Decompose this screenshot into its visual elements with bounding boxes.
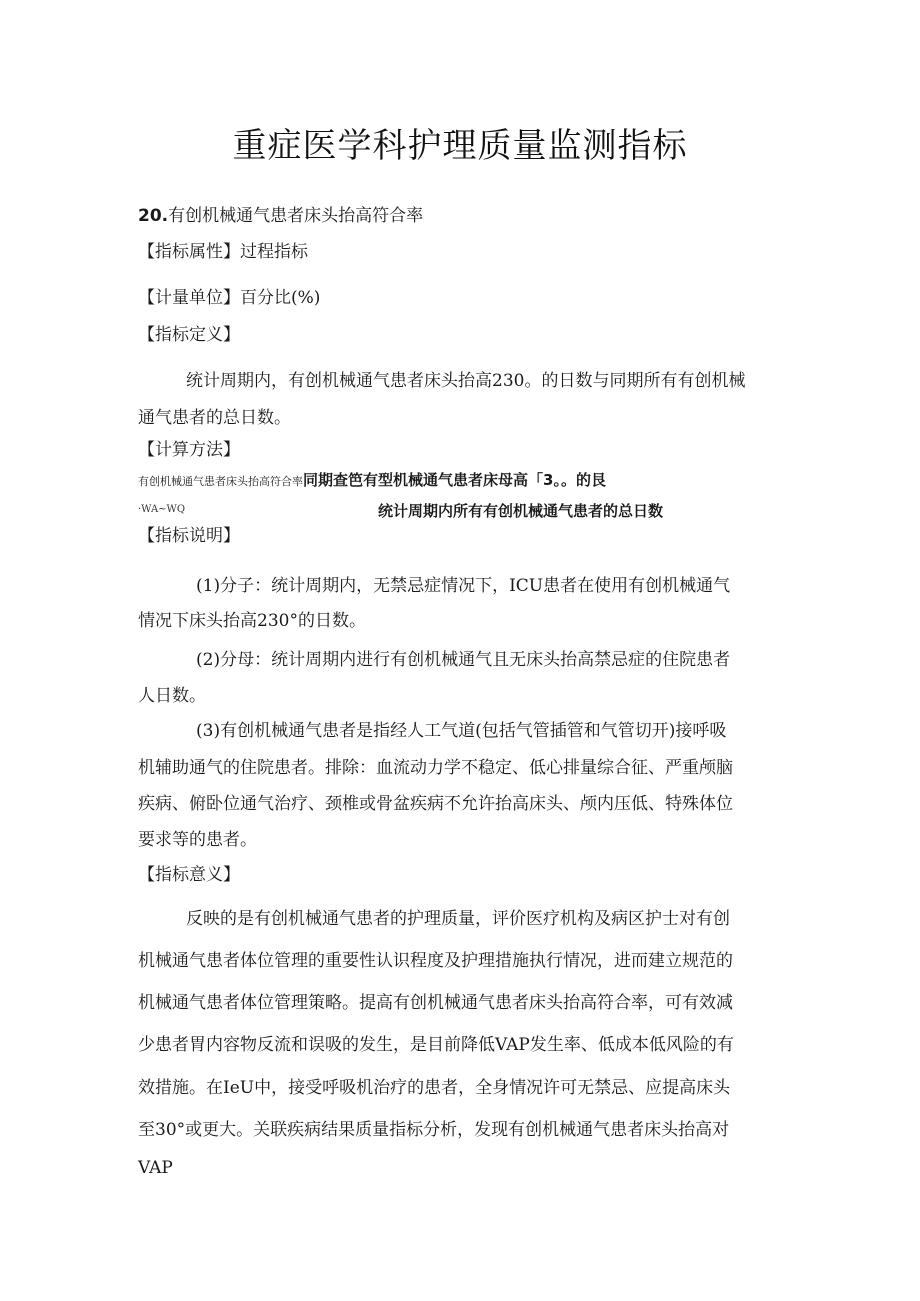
method-label: 【计算方法】 xyxy=(138,440,240,460)
explain-line: (2)分母：统计周期内进行有创机械通气且无床头抬高禁忌症的住院患者 xyxy=(196,650,731,670)
formula-denominator-prefix: ·WA~WQ xyxy=(138,504,186,515)
formula-numerator-row xyxy=(138,469,606,490)
meaning-line: 反映的是有创机械通气患者的护理质量，评价医疗机构及病区护士对有创 xyxy=(186,909,730,929)
meaning-label: 【指标意义】 xyxy=(138,865,240,885)
explain-line: 要求等的患者。 xyxy=(138,830,257,850)
measurement-unit: 【计量单位】百分比(%) xyxy=(138,288,321,308)
meaning-line: 至30°或更大。关联疾病结果质量指标分析，发现有创机械通气患者床头抬高对 xyxy=(138,1120,730,1140)
meaning-line: 机械通气患者体位管理的重要性认识程度及护理措施执行情况，进而建立规范的 xyxy=(138,951,733,971)
page-title: 重症医学科护理质量监测指标 xyxy=(232,126,688,166)
formula-left-label: 有创机械通气患者床头抬高符合率 xyxy=(138,475,303,488)
definition-label: 【指标定义】 xyxy=(138,325,240,345)
meaning-line: VAP xyxy=(138,1158,173,1178)
explain-line: (3)有创机械通气患者是指经人工气道(包括气管插管和气管切开)接呼吸 xyxy=(196,721,727,741)
section-heading xyxy=(138,201,423,226)
meaning-line: 机械通气患者体位管理策略。提高有创机械通气患者床头抬高符合率，可有效减 xyxy=(138,993,733,1013)
definition-line-1: 统计周期内，有创机械通气患者床头抬高230。的日数与同期所有有创机械 xyxy=(186,371,746,391)
section-number: 20. xyxy=(138,206,169,226)
explain-line: 疾病、俯卧位通气治疗、颈椎或骨盆疾病不允许抬高床头、颅内压低、特殊体位 xyxy=(138,794,733,814)
formula-numerator: 同期查笆有型机械通气患者床母高「3。。的艮 xyxy=(303,471,606,489)
explain-line: 情况下床头抬高230°的日数。 xyxy=(138,611,366,631)
explain-label: 【指标说明】 xyxy=(138,526,240,546)
indicator-attribute: 【指标属性】过程指标 xyxy=(138,242,308,262)
section-heading-text: 有创机械通气患者床头抬高符合率 xyxy=(168,206,424,226)
explain-line: 机辅助通气的住院患者。排除：血流动力学不稳定、低心排量综合征、严重颅脑 xyxy=(138,758,733,778)
definition-line-2: 通气患者的总日数。 xyxy=(138,408,291,428)
explain-line: (1)分子：统计周期内，无禁忌症情况下，ICU患者在使用有创机械通气 xyxy=(196,576,731,596)
formula-denominator: 统计周期内所有有创机械通气患者的总日数 xyxy=(378,502,664,520)
meaning-line: 效措施。在IeU中，接受呼吸机治疗的患者，全身情况许可无禁忌、应提高床头 xyxy=(138,1078,731,1098)
explain-line: 人日数。 xyxy=(138,686,206,706)
meaning-line: 少患者胃内容物反流和误吸的发生，是目前降低VAP发生率、低成本低风险的有 xyxy=(138,1035,734,1055)
